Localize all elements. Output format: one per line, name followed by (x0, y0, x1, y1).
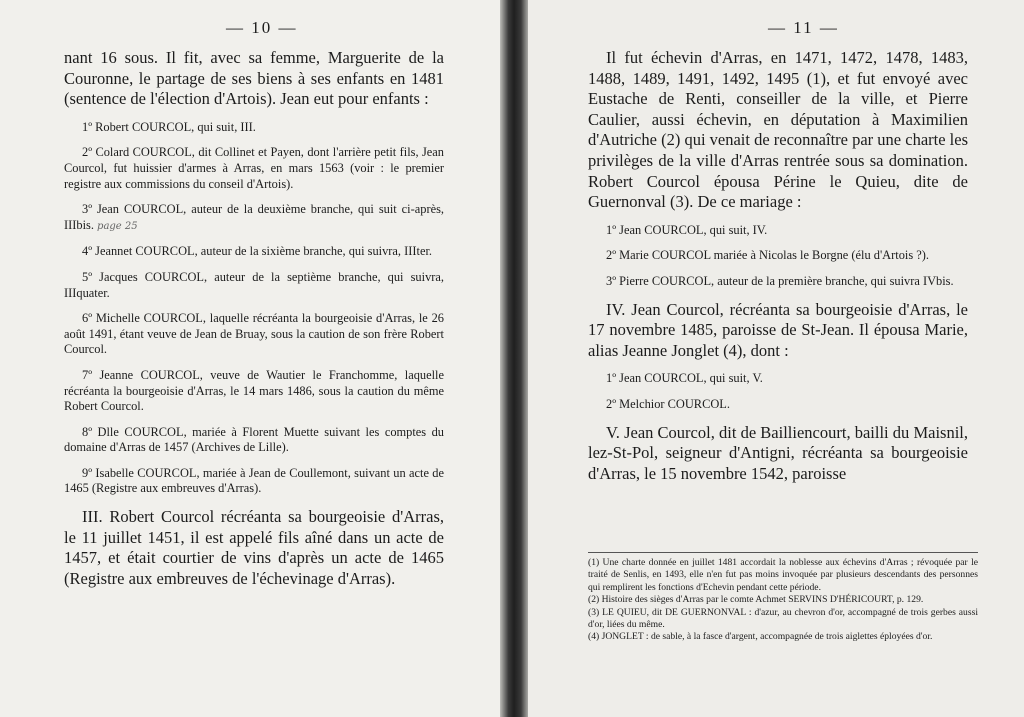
right-page (528, 0, 1024, 717)
list-item: 3º Pierre COURCOL, auteur de la première branche, qui suivra IVbis. (606, 273, 954, 288)
list-item: 2º Melchior COURCOL. (606, 396, 730, 411)
list-item: 9º Isabelle COURCOL, mariée à Jean de Coullemont, suivant un acte de 1465 (Registre aux embreuves d'Arras). (64, 465, 444, 496)
left-page (0, 0, 500, 717)
list-item (64, 202, 444, 234)
footnote: (4) JONGLET : de sable, à la fasce d'argent, accompagnée de trois aiglettes éployées d'or. (588, 631, 933, 643)
right-intro-paragraph: Il fut échevin d'Arras, en 1471, 1472, 1478, 1483, 1488, 1489, 1491, 1492, 1495 (1), et fut envoyé avec Eustache de Renti, conseiller de la ville, et Pierre Caulier, aussi échevin, en députation à Maximilien d'Autriche (2) qui venait de reconnaître par une charte les privilèges de la ville d'Arras rentrée sous sa domination. Robert Courcol épousa Périne le Quieu, dite de Guernonval (3). De ce mariage : (588, 48, 969, 212)
handwritten-annotation: page 25 (97, 220, 138, 232)
section-iii-paragraph: III. Robert Courcol récréanta sa bourgeoisie d'Arras, le 11 juillet 1451, il est appelé fils aîné dans un acte de 1457, et était courtier de vins d'après un acte de 1465 (Registre aux embreuves de l'échevinage d'Arras). (64, 507, 444, 588)
page-number-right: — 11 — (768, 18, 839, 37)
list-item: 4º Jeannet COURCOL, auteur de la sixième branche, qui suivra, IIIter. (82, 244, 432, 259)
left-intro-paragraph: nant 16 sous. Il fit, avec sa femme, Marguerite de la Couronne, le partage de ses biens à ses enfants en 1481 (sentence de l'élection d'Artois). Jean eut pour enfants : (64, 48, 444, 109)
list-item: 2º Colard COURCOL, dit Collinet et Payen, dont l'arrière petit fils, Jean Courcol, fut huissier d'armes à Arras, en mars 1563 (voir : le premier registre aux commissions du conseil d'Artois). (64, 145, 444, 191)
list-item-text: 3º Jean COURCOL, auteur de la deuxième branche, qui suit ci-après, IIIbis. (64, 202, 444, 232)
list-item: 8º Dlle COURCOL, mariée à Florent Muette suivant les comptes du domaine d'Arras de 1457 (Archives de Lille). (64, 424, 444, 455)
list-item: 1º Robert COURCOL, qui suit, III. (82, 119, 256, 134)
footnote: (3) LE QUIEU, dit DE GUERNONVAL : d'azur, au chevron d'or, accompagné de trois gerbes aussi d'or, liées du même. (588, 606, 978, 631)
book-gutter (500, 0, 528, 717)
list-item: 5º Jacques COURCOL, auteur de la septième branche, qui suivra, IIIquater. (64, 269, 444, 300)
right-page-body (588, 48, 968, 484)
left-page-body (64, 48, 444, 589)
page-number-left: — 10 — (226, 18, 298, 37)
list-item: 7º Jeanne COURCOL, veuve de Wautier le Franchomme, laquelle récréanta la bourgeoisie d'Arras, le 14 mars 1486, sous la caution du même Robert Courcol. (64, 367, 444, 414)
footnote: (2) Histoire des sièges d'Arras par le comte Achmet SERVINS D'HÉRICOURT, p. 129. (588, 594, 924, 606)
list-item: 2º Marie COURCOL mariée à Nicolas le Borgne (élu d'Artois ?). (606, 248, 929, 263)
footnotes (588, 552, 978, 644)
section-v-paragraph: V. Jean Courcol, dit de Bailliencourt, bailli du Maisnil, lez-St-Pol, seigneur d'Antigni, récréanta sa bourgeoisie d'Arras, le 15 novembre 1542, paroisse (588, 422, 968, 483)
list-item: 6º Michelle COURCOL, laquelle récréanta la bourgeoisie d'Arras, le 26 août 1491, étant veuve de Jean de Bruay, sous la caution de son frère Robert Courcol. (64, 311, 444, 357)
list-item: 1º Jean COURCOL, qui suit, V. (606, 371, 763, 386)
list-item: 1º Jean COURCOL, qui suit, IV. (606, 222, 768, 237)
footnote: (1) Une charte donnée en juillet 1481 accordait la noblesse aux échevins d'Arras ; révoquée par le traité de Senlis, en 1493, elle n'en fut pas moins invoquée par plusieurs descendants des personnes qui remplirent les fonctions d'Echevin pendant cette période. (588, 557, 978, 593)
section-iv-paragraph: IV. Jean Courcol, récréanta sa bourgeoisie d'Arras, le 17 novembre 1485, paroisse de St-Jean. Il épousa Marie, alias Jeanne Jonglet (4), dont : (588, 299, 968, 360)
